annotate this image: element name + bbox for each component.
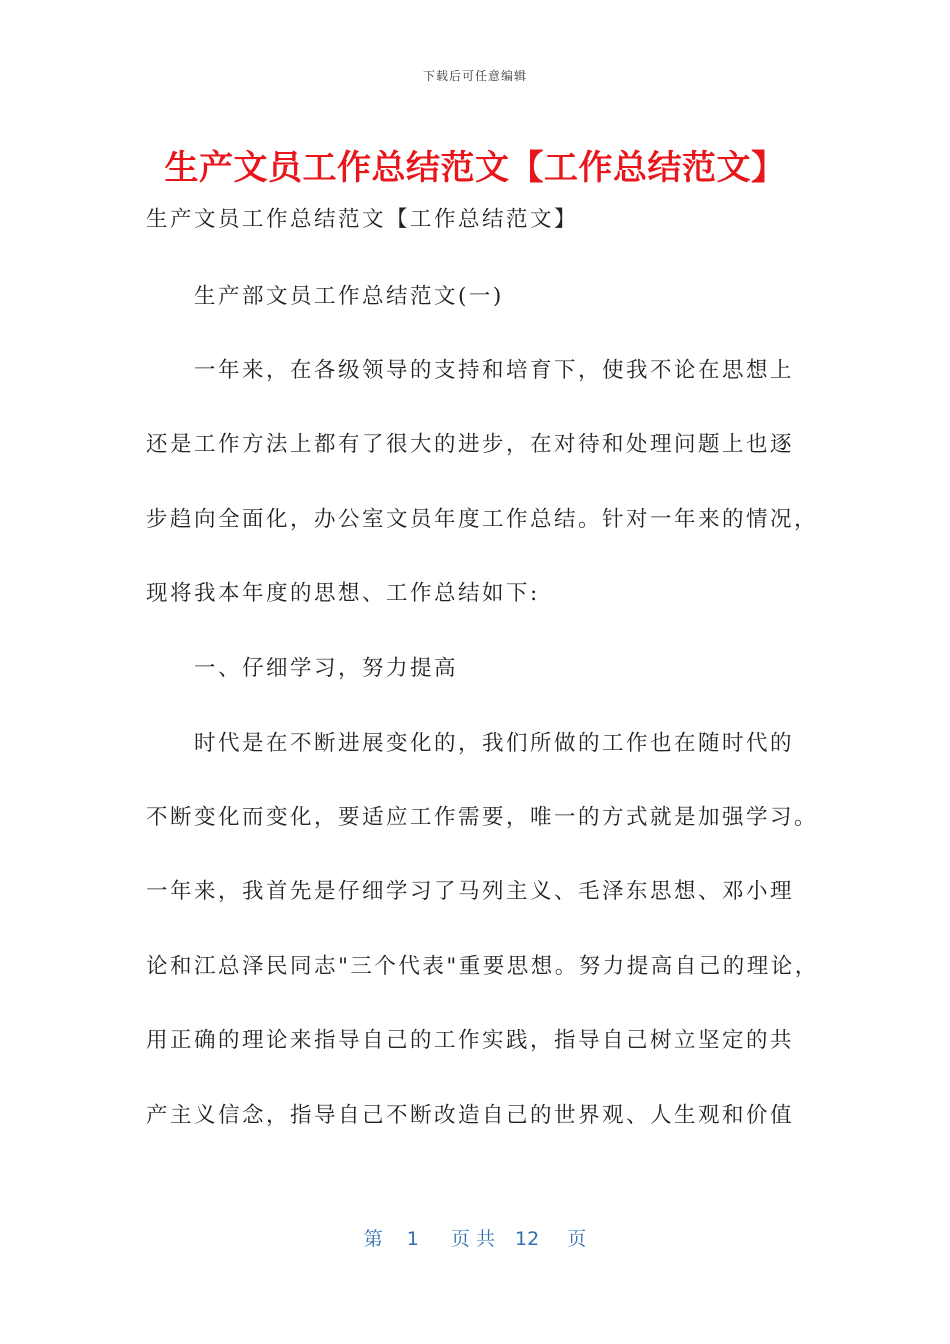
document-title: 生产文员工作总结范文【工作总结范文】 bbox=[164, 148, 786, 188]
page-current-number: 1 bbox=[406, 1228, 419, 1250]
header-note: 下载后可任意编辑 bbox=[422, 69, 527, 83]
paragraph-line: 现将我本年度的思想、工作总结如下: bbox=[146, 581, 540, 606]
paragraph-line: 生产部文员工作总结范文(一) bbox=[194, 284, 504, 309]
paragraph-line: 不断变化而变化，要适应工作需要，唯一的方式就是加强学习。 bbox=[146, 805, 819, 830]
page-footer bbox=[0, 1224, 950, 1251]
page-total-number: 12 bbox=[515, 1228, 540, 1250]
paragraph-line: 时代是在不断进展变化的，我们所做的工作也在随时代的 bbox=[194, 731, 795, 756]
paragraph-line: 一年来，我首先是仔细学习了马列主义、毛泽东思想、邓小理 bbox=[146, 879, 795, 904]
paragraph-line: 论和江总泽民同志"三个代表"重要思想。努力提高自己的理论， bbox=[146, 954, 819, 979]
paragraph-line: 用正确的理论来指导自己的工作实践，指导自己树立坚定的共 bbox=[146, 1028, 795, 1053]
page-mid-text: 页 共 bbox=[450, 1228, 495, 1250]
paragraph-line: 还是工作方法上都有了很大的进步，在对待和处理问题上也逐 bbox=[146, 432, 795, 457]
paragraph-line: 产主义信念，指导自己不断改造自己的世界观、人生观和价值 bbox=[146, 1103, 795, 1128]
paragraph-line: 生产文员工作总结范文【工作总结范文】 bbox=[146, 207, 579, 232]
paragraph-line: 步趋向全面化，办公室文员年度工作总结。针对一年来的情况， bbox=[146, 507, 819, 532]
page-prefix: 第 bbox=[363, 1228, 383, 1250]
section-heading: 一、仔细学习，努力提高 bbox=[194, 656, 459, 681]
paragraph-line: 一年来，在各级领导的支持和培育下，使我不论在思想上 bbox=[194, 358, 795, 383]
page-suffix: 页 bbox=[567, 1228, 587, 1250]
